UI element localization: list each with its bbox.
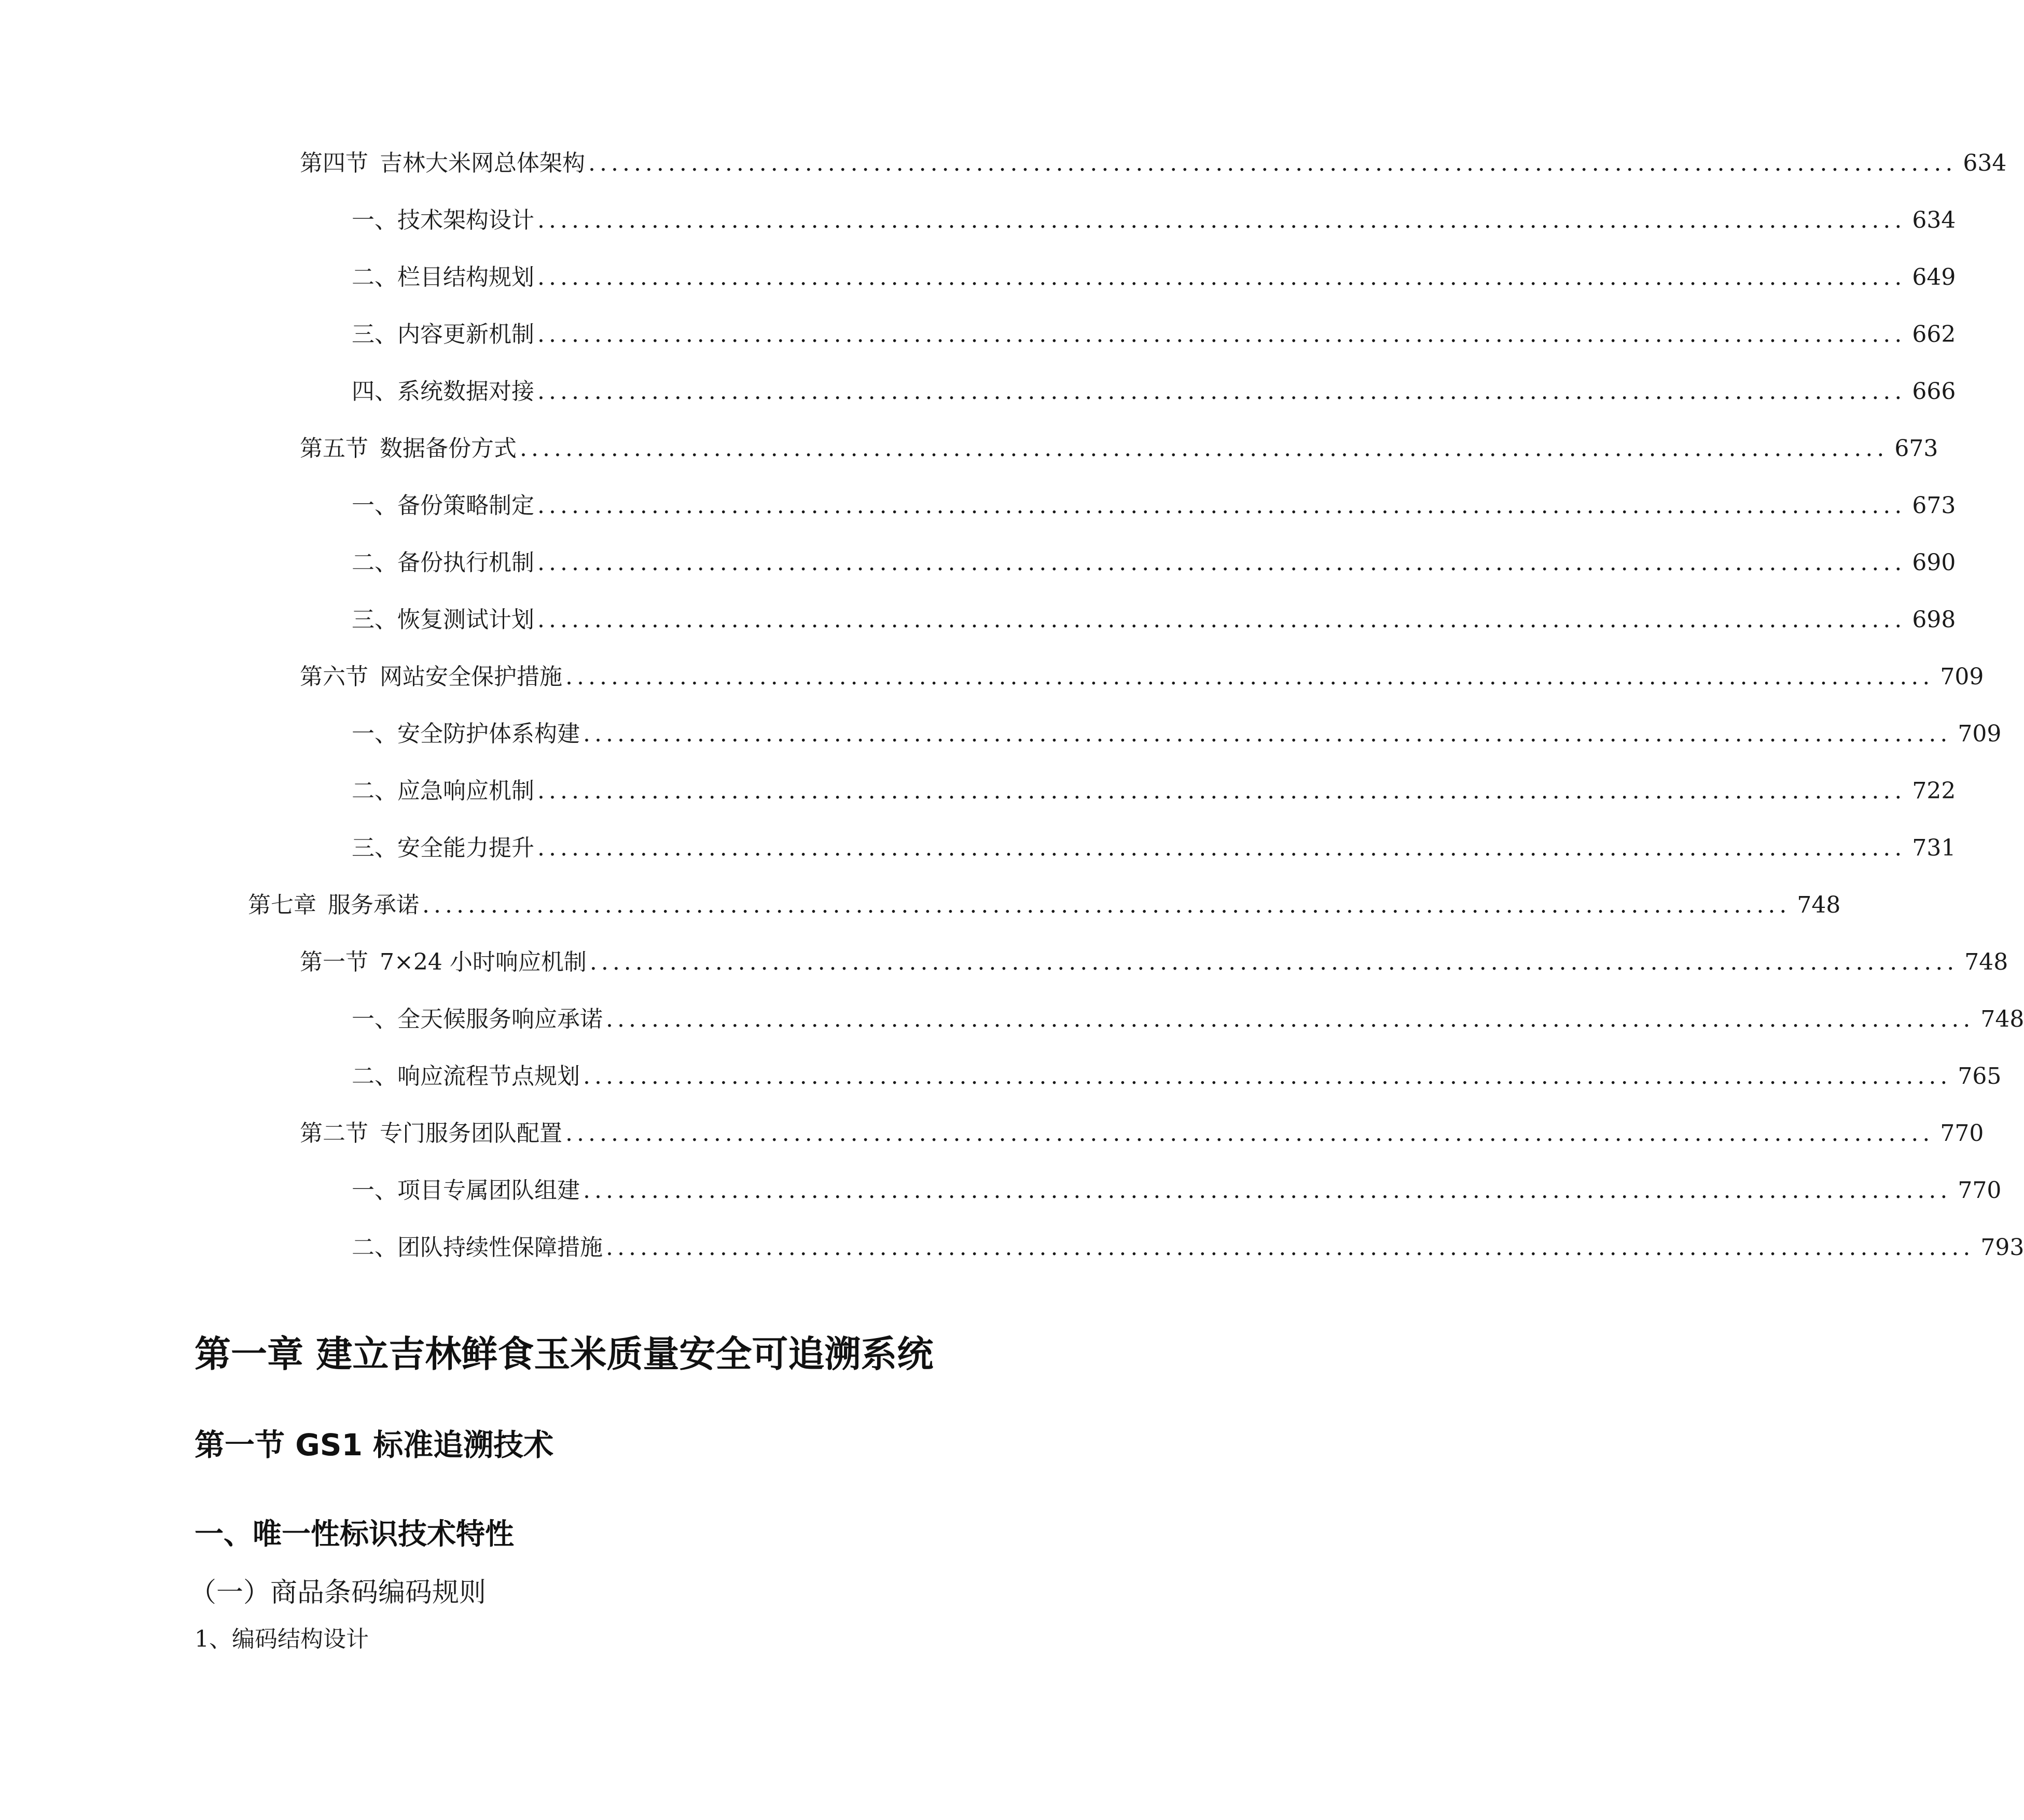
- toc-entry-number: 三、: [352, 835, 397, 861]
- toc-entry-page: 770: [1958, 1177, 2002, 1204]
- toc-entry-page: 748: [1964, 949, 2008, 975]
- toc-leader-dots: ........................................................................................................................: [422, 892, 1791, 918]
- toc-entry-number: 第四节: [300, 150, 368, 176]
- toc-entry-number: 第七章: [248, 892, 316, 918]
- toc-entry[interactable]: [352, 316, 1956, 353]
- toc-leader-dots: ........................................................................................................................: [520, 435, 1889, 462]
- toc-entry-page: 731: [1912, 835, 1956, 861]
- toc-entry-title: 安全能力提升: [397, 835, 534, 861]
- toc-entry-title: 内容更新机制: [397, 321, 534, 348]
- toc-entry-page: 673: [1894, 435, 1938, 462]
- item-heading: （一）商品条码编码规则: [189, 1577, 487, 1608]
- toc-entry-page: 748: [1980, 1006, 2024, 1032]
- toc-entry-page: 709: [1958, 721, 2002, 747]
- toc-entry-number: 一、: [352, 207, 397, 233]
- toc-entry-number: 三、: [352, 321, 397, 348]
- toc-entry[interactable]: [352, 202, 1956, 239]
- toc-entry-number: 三、: [352, 606, 397, 633]
- toc-leader-dots: ........................................................................................................................: [537, 378, 1906, 405]
- toc-entry-page: 634: [1963, 150, 2007, 176]
- toc-entry-page: 770: [1940, 1120, 1984, 1147]
- toc-entry-number: 一、: [352, 721, 397, 747]
- toc-entry[interactable]: [300, 944, 2008, 981]
- toc-entry-page: 765: [1958, 1063, 2002, 1090]
- toc-entry-title: 全天候服务响应承诺: [397, 1006, 603, 1032]
- toc-entry-number: 第一节: [300, 949, 368, 975]
- toc-leader-dots: ........................................................................................................................: [537, 207, 1906, 233]
- toc-leader-dots: ........................................................................................................................: [583, 721, 1952, 747]
- toc-leader-dots: ........................................................................................................................: [583, 1177, 1952, 1204]
- toc-entry[interactable]: [352, 716, 2002, 752]
- toc-entry[interactable]: [352, 830, 1956, 866]
- toc-entry-page: 690: [1912, 549, 1956, 576]
- toc-entry[interactable]: [352, 1230, 2024, 1266]
- toc-entry-number: 二、: [352, 1063, 397, 1090]
- toc-entry-title: 项目专属团队组建: [397, 1177, 580, 1204]
- toc-entry-title: 服务承诺: [328, 892, 419, 918]
- toc-entry-page: 793: [1980, 1234, 2024, 1261]
- point-heading: 1、编码结构设计: [195, 1626, 369, 1652]
- toc-entry-page: 698: [1912, 606, 1956, 633]
- toc-entry-number: 四、: [352, 378, 397, 405]
- toc-leader-dots: ........................................................................................................................: [565, 664, 1934, 690]
- toc-leader-dots: ........................................................................................................................: [537, 321, 1906, 348]
- toc-entry[interactable]: [352, 1058, 2002, 1095]
- toc-entry-number: 一、: [352, 492, 397, 519]
- toc-entry-page: 634: [1912, 207, 1956, 233]
- toc-leader-dots: ........................................................................................................................: [589, 949, 1959, 975]
- toc-entry-title: 吉林大米网总体架构: [380, 150, 585, 176]
- toc-entry[interactable]: [300, 431, 1938, 467]
- toc-leader-dots: ........................................................................................................................: [606, 1006, 1975, 1032]
- toc-leader-dots: ........................................................................................................................: [606, 1234, 1975, 1261]
- toc-entry-title: 团队持续性保障措施: [397, 1234, 603, 1261]
- chapter-heading: 第一章 建立吉林鲜食玉米质量安全可追溯系统: [195, 1333, 934, 1375]
- toc-entry-number: 二、: [352, 1234, 397, 1261]
- toc-entry[interactable]: [352, 1001, 2024, 1038]
- toc-entry-page: 673: [1912, 492, 1956, 519]
- toc-leader-dots: ........................................................................................................................: [537, 549, 1906, 576]
- toc-entry[interactable]: [352, 259, 1956, 296]
- toc-entry-page: 662: [1912, 321, 1956, 348]
- toc-entry-title: 专门服务团队配置: [380, 1120, 562, 1147]
- toc-entry[interactable]: [248, 887, 1841, 923]
- toc-entry-title: 7×24 小时响应机制: [380, 949, 587, 975]
- toc-entry-title: 系统数据对接: [397, 378, 534, 405]
- toc-entry-page: 649: [1912, 264, 1956, 291]
- toc-entry-number: 二、: [352, 264, 397, 291]
- toc-entry-number: 二、: [352, 549, 397, 576]
- toc-leader-dots: ........................................................................................................................: [565, 1120, 1934, 1147]
- toc-entry[interactable]: [352, 1173, 2002, 1209]
- toc-entry-title: 备份策略制定: [397, 492, 534, 519]
- toc-leader-dots: ........................................................................................................................: [583, 1063, 1952, 1090]
- toc-entry-title: 应急响应机制: [397, 778, 534, 804]
- toc-entry[interactable]: [352, 488, 1956, 524]
- toc-entry-page: 722: [1912, 778, 1956, 804]
- toc-entry[interactable]: [352, 374, 1956, 410]
- toc-entry[interactable]: [352, 545, 1956, 581]
- toc-leader-dots: ........................................................................................................................: [537, 778, 1906, 804]
- toc-entry-number: 第二节: [300, 1120, 368, 1147]
- subsection-heading: 一、唯一性标识技术特性: [195, 1518, 514, 1551]
- toc-entry-title: 数据备份方式: [380, 435, 517, 462]
- toc-entry-title: 技术架构设计: [397, 207, 534, 233]
- toc-entry-title: 栏目结构规划: [397, 264, 534, 291]
- toc-entry[interactable]: [300, 1115, 1984, 1152]
- toc-leader-dots: ........................................................................................................................: [537, 606, 1906, 633]
- section-heading: 第一节 GS1 标准追溯技术: [195, 1427, 554, 1463]
- toc-leader-dots: ........................................................................................................................: [537, 492, 1906, 519]
- toc-entry-title: 备份执行机制: [397, 549, 534, 576]
- toc-entry[interactable]: [300, 145, 2007, 182]
- toc-entry-page: 666: [1912, 378, 1956, 405]
- toc-leader-dots: ........................................................................................................................: [537, 264, 1906, 291]
- toc-entry[interactable]: [352, 602, 1956, 638]
- toc-entry[interactable]: [352, 773, 1956, 809]
- toc-entry-number: 第五节: [300, 435, 368, 462]
- toc-entry-title: 响应流程节点规划: [397, 1063, 580, 1090]
- toc-entry-number: 第六节: [300, 664, 368, 690]
- toc-entry-title: 安全防护体系构建: [397, 721, 580, 747]
- toc-leader-dots: ........................................................................................................................: [588, 150, 1957, 176]
- toc-entry-number: 一、: [352, 1177, 397, 1204]
- toc-entry-title: 网站安全保护措施: [380, 664, 562, 690]
- toc-leader-dots: ........................................................................................................................: [537, 835, 1906, 861]
- toc-entry-number: 二、: [352, 778, 397, 804]
- toc-entry-number: 一、: [352, 1006, 397, 1032]
- toc-entry-title: 恢复测试计划: [397, 606, 534, 633]
- toc-entry-page: 709: [1940, 664, 1984, 690]
- toc-entry-page: 748: [1797, 892, 1841, 918]
- toc-entry[interactable]: [300, 659, 1984, 695]
